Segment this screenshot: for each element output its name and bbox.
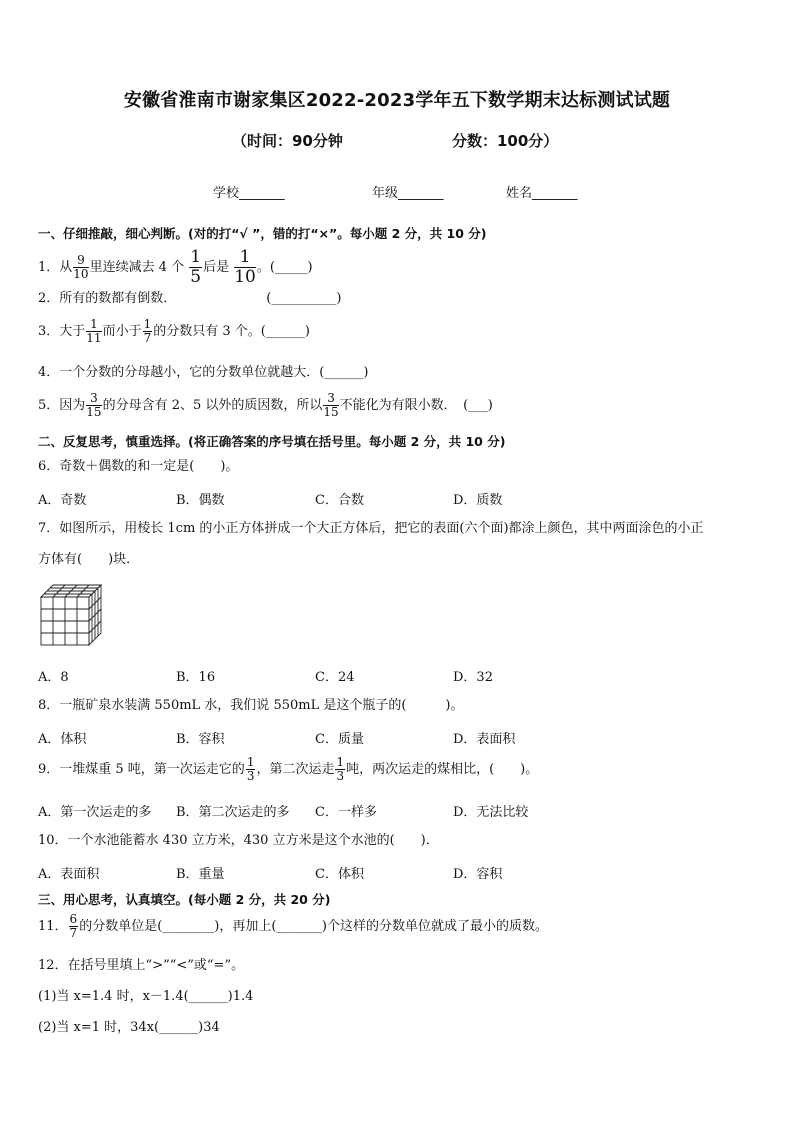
option-c: C．合数 bbox=[315, 493, 364, 508]
option-c: C．体积 bbox=[315, 867, 364, 882]
school-field: 学校_______ bbox=[213, 186, 285, 201]
option-a: A．第一次运走的多 bbox=[38, 805, 152, 820]
question-7: 7．如图所示，用棱长 1cm 的小正方体拼成一个大正方体后，把它的表面(六个面)都涂上颜色，其中两面涂色的小正 bbox=[38, 521, 704, 536]
option-c: C．24 bbox=[315, 670, 355, 685]
question-8: 8．一瓶矿泉水装满 550mL 水，我们说 550mL 是这个瓶子的( )。 bbox=[38, 698, 464, 713]
question-12: 12．在括号里填上“>”“<”或“=”。 bbox=[38, 958, 245, 973]
fraction: $\frac{1}{3}$ bbox=[246, 755, 255, 783]
option-d: D．无法比较 bbox=[453, 805, 529, 820]
time-info: （时间：90分钟 bbox=[232, 132, 343, 150]
question-12-part-1: (1)当 x=1.4 时，x－1.4(______)1.4 bbox=[38, 989, 254, 1004]
option-a: A．表面积 bbox=[38, 867, 100, 882]
fraction: $\frac{3}{15}$ bbox=[323, 391, 339, 419]
option-b: B．容积 bbox=[176, 732, 225, 747]
option-b: B．重量 bbox=[176, 867, 225, 882]
cube-figure bbox=[40, 584, 104, 648]
fraction: $\frac{1}{3}$ bbox=[336, 755, 345, 783]
option-d: D．容积 bbox=[453, 867, 503, 882]
option-b: B．偶数 bbox=[176, 493, 225, 508]
question-1: 1．从 $\frac{9}{10}$ 里连续减去 4 个 $\frac{1}{5}$ 后是 $\frac{1}{10}$ 。(_____) bbox=[38, 247, 313, 287]
score-info: 分数：100分） bbox=[452, 132, 559, 150]
option-c: C．质量 bbox=[315, 732, 364, 747]
question-11: 11． $\frac{6}{7}$ 的分数单位是(________)，再加上(_______)个这样的分数单位就成了最小的质数。 bbox=[38, 912, 548, 940]
question-9: 9．一堆煤重 5 吨，第一次运走它的 $\frac{1}{3}$ ，第二次运走 $\frac{1}{3}$ 吨，两次运走的煤相比，( )。 bbox=[38, 755, 539, 783]
section2-heading: 二、反复思考，慎重选择。(将正确答案的序号填在括号里。每小题 2 分，共 10 分) bbox=[38, 434, 506, 449]
page-title: 安徽省淮南市谢家集区2022-2023学年五下数学期末达标测试试题 bbox=[123, 90, 671, 111]
option-a: A．8 bbox=[38, 670, 69, 685]
grade-field: 年级_______ bbox=[372, 186, 444, 201]
question-7-cont: 方体有( )块． bbox=[38, 552, 140, 567]
option-d: D．32 bbox=[453, 670, 493, 685]
fraction: $\frac{1}{7}$ bbox=[143, 317, 152, 345]
question-5: 5．因为 $\frac{3}{15}$ 的分母含有 2、5 以外的质因数，所以 $\frac{3}{15}$ 不能化为有限小数． (___) bbox=[38, 391, 493, 419]
fraction: $\frac{1}{11}$ bbox=[86, 317, 102, 345]
fraction: $\frac{6}{7}$ bbox=[69, 912, 78, 940]
option-b: B．16 bbox=[176, 670, 216, 685]
question-6: 6．奇数＋偶数的和一定是( )。 bbox=[38, 459, 239, 474]
fraction: $\frac{3}{15}$ bbox=[86, 391, 102, 419]
question-4: 4．一个分数的分母越小，它的分数单位就越大．(______) bbox=[38, 365, 369, 380]
option-a: A．奇数 bbox=[38, 493, 87, 508]
option-d: D．表面积 bbox=[453, 732, 516, 747]
fraction: $\frac{9}{10}$ bbox=[73, 253, 89, 281]
option-d: D．质数 bbox=[453, 493, 503, 508]
fraction: $\frac{1}{10}$ bbox=[234, 247, 256, 287]
fraction: $\frac{1}{5}$ bbox=[190, 247, 202, 287]
name-field: 姓名_______ bbox=[506, 186, 578, 201]
option-c: C．一样多 bbox=[315, 805, 377, 820]
question-10: 10．一个水池能蓄水 430 立方米，430 立方米是这个水池的( )． bbox=[38, 833, 439, 848]
question-2: 2．所有的数都有倒数． (__________) bbox=[38, 291, 342, 306]
section1-heading: 一、仔细推敲，细心判断。(对的打“√ ”，错的打“×”。每小题 2 分，共 10 分) bbox=[38, 226, 487, 241]
section3-heading: 三、用心思考，认真填空。(每小题 2 分，共 20 分) bbox=[38, 892, 331, 907]
question-12-part-2: (2)当 x=1 时，34x(______)34 bbox=[38, 1020, 220, 1035]
option-b: B．第二次运走的多 bbox=[176, 805, 290, 820]
question-3: 3．大于 $\frac{1}{11}$ 而小于 $\frac{1}{7}$ 的分数只有 3 个。(______) bbox=[38, 317, 310, 345]
option-a: A．体积 bbox=[38, 732, 87, 747]
